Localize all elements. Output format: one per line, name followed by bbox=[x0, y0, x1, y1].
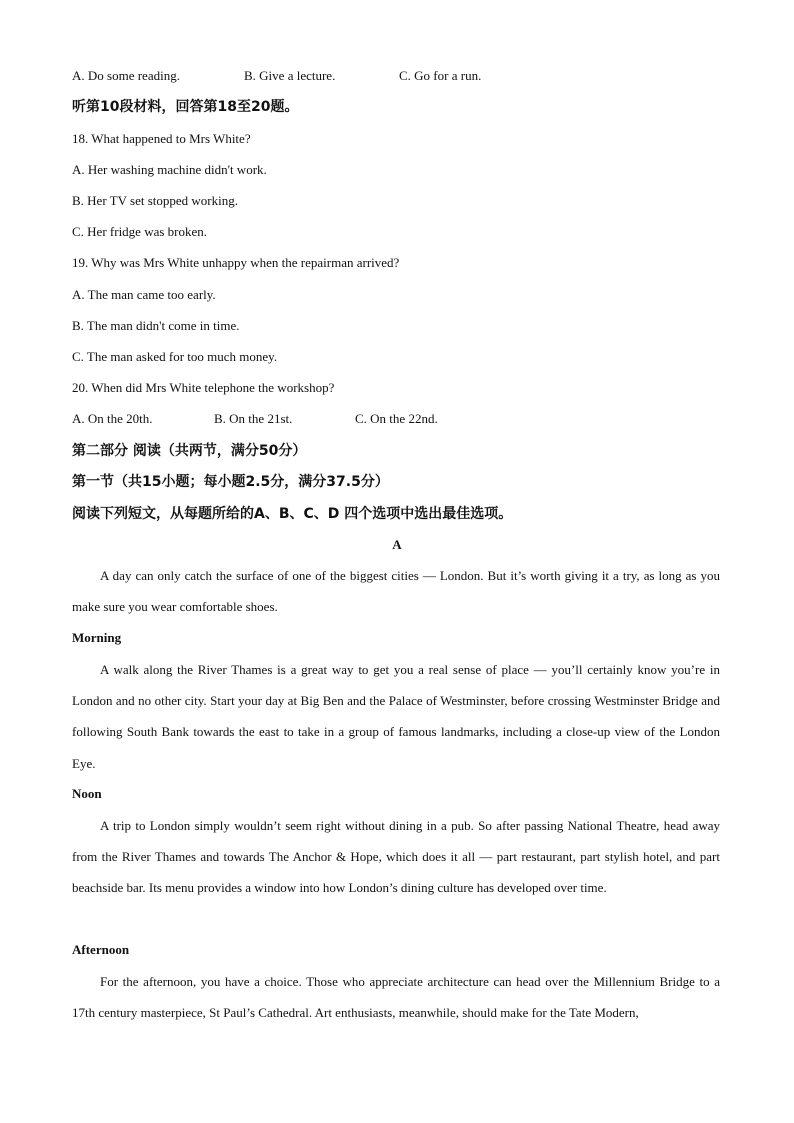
afternoon-title: Afternoon bbox=[72, 942, 130, 957]
q18-option-c: C. Her fridge was broken. bbox=[72, 224, 208, 239]
q20-question: 20. When did Mrs White telephone the workshop? bbox=[72, 380, 335, 395]
morning-title: Morning bbox=[72, 630, 122, 645]
passage-intro: A day can only catch the surface of one of the biggest cities — London. But it’s worth giving it a try, as long as you make sure you wear comfortable shoes. bbox=[72, 568, 720, 615]
q20-option-c: C. On the 22nd. bbox=[355, 411, 438, 426]
q17-option-c: C. Go for a run. bbox=[399, 68, 482, 83]
q17-option-b: B. Give a lecture. bbox=[244, 68, 336, 83]
noon-text: A trip to London simply wouldn’t seem right without dining in a pub. So after passing National Theatre, head away from the River Thames and towards The Anchor & Hope, which does it all — part restaurant, part stylish hotel, and part beachside bar. Its menu provides a window into how London’s dining culture has developed over time. bbox=[72, 818, 720, 896]
q18-question: 18. What happened to Mrs White? bbox=[72, 131, 251, 146]
noon-title: Noon bbox=[72, 786, 102, 801]
q19-question: 19. Why was Mrs White unhappy when the repairman arrived? bbox=[72, 255, 400, 270]
afternoon-text: For the afternoon, you have a choice. Those who appreciate architecture can head over the Millennium Bridge to a 17th century masterpiece, St Paul’s Cathedral. Art enthusiasts, meanwhile, should make for the Tate Modern, bbox=[72, 974, 720, 1021]
morning-text: A walk along the River Thames is a great way to get you a real sense of place — you’ll certainly know you’re in London and no other city. Start your day at Big Ben and the Palace of Westminster, before crossing Westminster Bridge and following South Bank towards the east to take in a group of famous landmarks, including a close-up view of the London Eye. bbox=[72, 662, 720, 771]
q18-option-b: B. Her TV set stopped working. bbox=[72, 193, 238, 208]
q20-option-b: B. On the 21st. bbox=[214, 411, 293, 426]
reading-instruction: 阅读下列短文，从每题所给的A、B、C、D 四个选项中选出最佳选项。 bbox=[72, 506, 513, 522]
section10-heading: 听第10段材料，回答第18至20题。 bbox=[72, 99, 299, 115]
part2-heading: 第二部分 阅读（共两节，满分50分） bbox=[72, 443, 307, 459]
q19-option-a: A. The man came too early. bbox=[72, 287, 216, 302]
q17-option-a: A. Do some reading. bbox=[72, 68, 180, 83]
passage-label: A bbox=[392, 537, 402, 552]
q20-option-a: A. On the 20th. bbox=[72, 411, 153, 426]
q19-option-c: C. The man asked for too much money. bbox=[72, 349, 278, 364]
q19-option-b: B. The man didn't come in time. bbox=[72, 318, 240, 333]
q18-option-a: A. Her washing machine didn't work. bbox=[72, 162, 267, 177]
section1-heading: 第一节（共15小题；每小题2.5分，满分37.5分） bbox=[72, 474, 389, 490]
